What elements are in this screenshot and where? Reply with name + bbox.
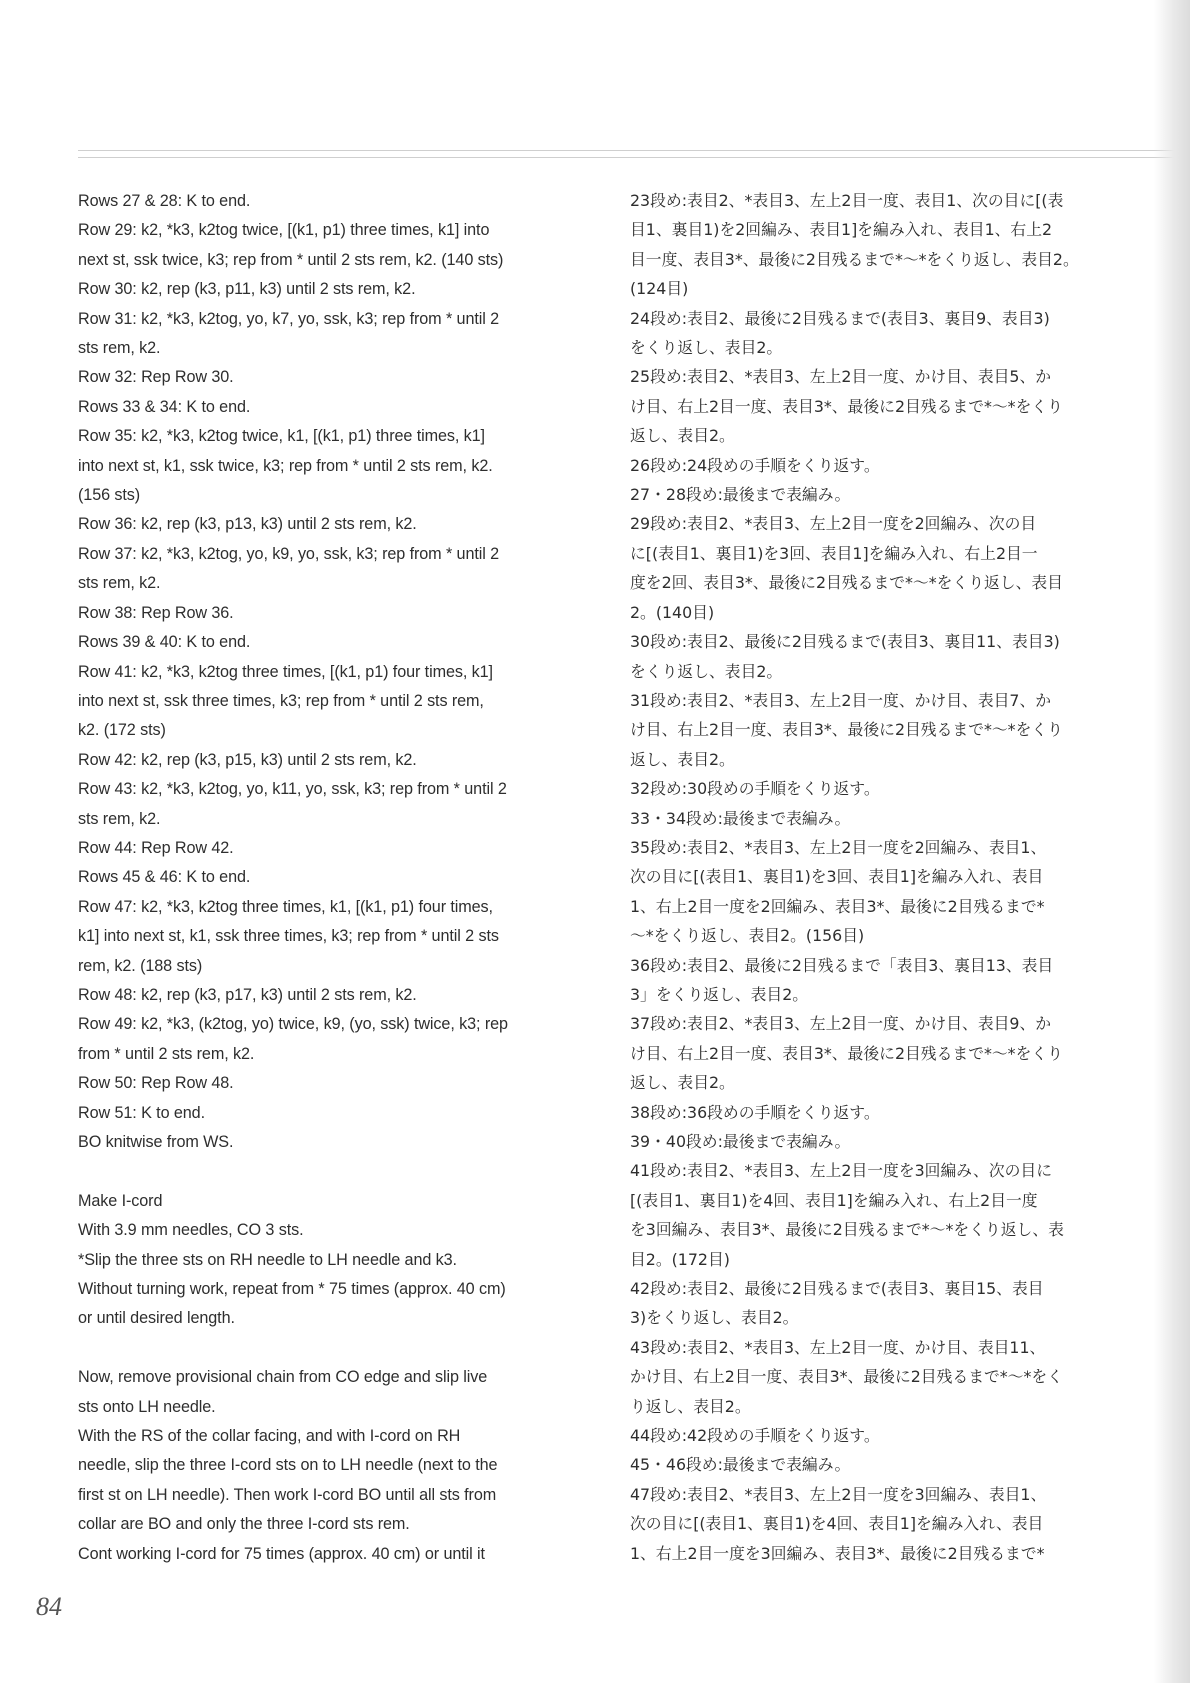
english-text-line: Row 41: k2, *k3, k2tog three times, [(k1, p1) four times, k1]	[78, 662, 493, 681]
japanese-text-line: 41段め:表目2、*表目3、左上2目一度を3回編み、次の目に	[630, 1161, 1053, 1181]
japanese-text-line: 31段め:表目2、*表目3、左上2目一度、かけ目、表目7、か	[630, 690, 1052, 710]
japanese-text-line: 36段め:表目2、最後に2目残るまで「表目3、裏目13、表目	[630, 955, 1054, 975]
page-spine-shadow	[1154, 0, 1190, 1683]
english-text-line: Rows 27 & 28: K to end.	[78, 192, 251, 210]
english-text-line: Without turning work, repeat from * 75 times (approx. 40 cm)	[78, 1280, 506, 1299]
japanese-text-line: 30段め:表目2、最後に2目残るまで(表目3、裏目11、表目3)	[630, 632, 1060, 652]
japanese-text-line: 43段め:表目2、*表目3、左上2目一度、かけ目、表目11、	[630, 1337, 1046, 1357]
japanese-text-line: 24段め:表目2、最後に2目残るまで(表目3、裏目9、表目3)	[630, 308, 1050, 328]
japanese-text-line: 返し、表目2。	[630, 426, 735, 446]
header-rule	[78, 150, 1190, 158]
english-text-line: sts rem, k2.	[78, 339, 161, 358]
english-text-line: With the RS of the collar facing, and with I-cord on RH	[78, 1427, 461, 1446]
english-text-line: k1] into next st, k1, ssk three times, k3; rep from * until 2 sts	[78, 927, 499, 946]
japanese-text-line: 38段め:36段めの手順をくり返す。	[630, 1102, 880, 1122]
english-text-line: Row 47: k2, *k3, k2tog three times, k1, [(k1, p1) four times,	[78, 897, 493, 916]
japanese-text-line: 32段め:30段めの手順をくり返す。	[630, 779, 880, 799]
english-text-line: needle, slip the three I-cord sts on to LH needle (next to the	[78, 1456, 498, 1475]
english-text-line: Rows 45 & 46: K to end.	[78, 868, 251, 887]
japanese-text-line: 〜*をくり返し、表目2。(156目)	[630, 926, 865, 946]
english-text-line: Row 49: k2, *k3, (k2tog, yo) twice, k9, (yo, ssk) twice, k3; rep	[78, 1015, 508, 1034]
japanese-text-line: を3回編み、表目3*、最後に2目残るまで*〜*をくり返し、表	[630, 1220, 1064, 1240]
japanese-text-line: 25段め:表目2、*表目3、左上2目一度、かけ目、表目5、か	[630, 367, 1052, 387]
japanese-text-line: 1、右上2目一度を2回編み、表目3*、最後に2目残るまで*	[630, 896, 1045, 916]
japanese-text-line: をくり返し、表目2。	[630, 661, 783, 681]
english-blank-line	[78, 1334, 578, 1363]
japanese-text-line: 次の目に[(表目1、裏目1)を3回、表目1]を編み入れ、表目	[630, 867, 1044, 887]
english-text-line: Row 37: k2, *k3, k2tog, yo, k9, yo, ssk, k3; rep from * until 2	[78, 544, 500, 563]
english-text-line: Row 48: k2, rep (k3, p17, k3) until 2 sts rem, k2.	[78, 985, 417, 1004]
japanese-text-line: け目、右上2目一度、表目3*、最後に2目残るまで*〜*をくり	[630, 720, 1063, 740]
english-text-line: Row 31: k2, *k3, k2tog, yo, k7, yo, ssk, k3; rep from * until 2	[78, 309, 500, 328]
english-text-line: Now, remove provisional chain from CO edge and slip live	[78, 1368, 488, 1387]
english-text-line: Row 51: K to end.	[78, 1103, 205, 1122]
japanese-text-line: 目2。(172目)	[630, 1249, 730, 1269]
japanese-text-line: 目1、裏目1)を2回編み、表目1]を編み入れ、表目1、右上2	[630, 220, 1053, 240]
japanese-text-line: 37段め:表目2、*表目3、左上2目一度、かけ目、表目9、か	[630, 1014, 1052, 1034]
english-text-line: Row 36: k2, rep (k3, p13, k3) until 2 sts rem, k2.	[78, 515, 417, 534]
japanese-text-line: 35段め:表目2、*表目3、左上2目一度を2回編み、表目1、	[630, 837, 1047, 857]
japanese-text-line: [(表目1、裏目1)を4回、表目1]を編み入れ、右上2目一度	[630, 1190, 1038, 1210]
english-text-line: sts rem, k2.	[78, 809, 161, 828]
english-text-line: Row 42: k2, rep (k3, p15, k3) until 2 sts rem, k2.	[78, 750, 417, 769]
japanese-text-line: かけ目、右上2目一度、表目3*、最後に2目残るまで*〜*をく	[630, 1367, 1063, 1387]
japanese-text-line: 44段め:42段めの手順をくり返す。	[630, 1426, 880, 1446]
japanese-text-line: に[(表目1、裏目1)を3回、表目1]を編み入れ、右上2目一	[630, 543, 1038, 563]
english-text-line: Rows 39 & 40: K to end.	[78, 633, 251, 652]
english-text-line: Rows 33 & 34: K to end.	[78, 397, 251, 416]
english-text-line: Row 44: Rep Row 42.	[78, 838, 234, 857]
english-text-line: from * until 2 sts rem, k2.	[78, 1044, 255, 1063]
english-text-line: Row 35: k2, *k3, k2tog twice, k1, [(k1, p1) three times, k1]	[78, 427, 485, 446]
japanese-text-line: 23段め:表目2、*表目3、左上2目一度、表目1、次の目に[(表	[630, 191, 1064, 210]
japanese-text-line: 度を2回、表目3*、最後に2目残るまで*〜*をくり返し、表目	[630, 573, 1063, 593]
english-text-line: Cont working I-cord for 75 times (approx. 40 cm) or until it	[78, 1544, 485, 1563]
english-text-line: k2. (172 sts)	[78, 721, 166, 740]
japanese-text-line: 45・46段め:最後まで表編み。	[630, 1455, 851, 1475]
english-text-line: into next st, k1, ssk twice, k3; rep from * until 2 sts rem, k2.	[78, 456, 493, 475]
japanese-text-line: 33・34段め:最後まで表編み。	[630, 808, 851, 828]
japanese-text-line: をくり返し、表目2。	[630, 338, 783, 358]
english-text-line: rem, k2. (188 sts)	[78, 956, 203, 975]
english-text-line: collar are BO and only the three I-cord sts rem.	[78, 1515, 410, 1534]
japanese-text-line: 47段め:表目2、*表目3、左上2目一度を3回編み、表目1、	[630, 1484, 1047, 1504]
japanese-text-line: 返し、表目2。	[630, 749, 735, 769]
english-text-line: Row 32: Rep Row 30.	[78, 368, 234, 387]
japanese-text-line: 次の目に[(表目1、裏目1)を4回、表目1]を編み入れ、表目	[630, 1514, 1044, 1534]
japanese-text-line: 39・40段め:最後まで表編み。	[630, 1132, 851, 1151]
english-blank-line	[78, 1157, 578, 1186]
japanese-text-line: 1、右上2目一度を3回編み、表目3*、最後に2目残るまで*	[630, 1543, 1045, 1563]
japanese-text-line: 27・28段め:最後まで表編み。	[630, 485, 851, 505]
english-text-line: Make I-cord	[78, 1191, 163, 1210]
english-text-line: sts rem, k2.	[78, 574, 161, 593]
english-text-line: Row 29: k2, *k3, k2tog twice, [(k1, p1) three times, k1] into	[78, 221, 490, 240]
english-text-line: *Slip the three sts on RH needle to LH needle and k3.	[78, 1250, 457, 1269]
japanese-text-line: 3」をくり返し、表目2。	[630, 984, 809, 1004]
japanese-instructions-column	[630, 186, 1126, 1568]
japanese-text-line: け目、右上2目一度、表目3*、最後に2目残るまで*〜*をくり	[630, 1043, 1063, 1063]
english-text-line: sts onto LH needle.	[78, 1397, 216, 1416]
english-text-line: first st on LH needle). Then work I-cord BO until all sts from	[78, 1485, 497, 1504]
japanese-text-line: 3)をくり返し、表目2。	[630, 1308, 799, 1328]
english-text-line: or until desired length.	[78, 1309, 235, 1328]
english-instructions-column	[78, 187, 578, 1569]
japanese-text-line: 29段め:表目2、*表目3、左上2目一度を2回編み、次の目	[630, 514, 1037, 534]
english-text-line: With 3.9 mm needles, CO 3 sts.	[78, 1221, 304, 1240]
english-text-line: Row 50: Rep Row 48.	[78, 1074, 234, 1093]
japanese-text-line: (124目)	[630, 279, 689, 299]
japanese-text-line: 26段め:24段めの手順をくり返す。	[630, 455, 880, 475]
english-text-line: Row 30: k2, rep (k3, p11, k3) until 2 sts rem, k2.	[78, 280, 416, 299]
japanese-text-line: け目、右上2目一度、表目3*、最後に2目残るまで*〜*をくり	[630, 396, 1063, 416]
japanese-text-line: 返し、表目2。	[630, 1073, 735, 1093]
english-text-line: Row 38: Rep Row 36.	[78, 603, 234, 622]
english-text-line: BO knitwise from WS.	[78, 1133, 234, 1151]
japanese-text-line: 目一度、表目3*、最後に2目残るまで*〜*をくり返し、表目2。	[630, 249, 1079, 269]
japanese-text-line: り返し、表目2。	[630, 1396, 751, 1416]
english-text-line: into next st, ssk three times, k3; rep from * until 2 sts rem,	[78, 691, 484, 710]
english-text-line: next st, ssk twice, k3; rep from * until 2 sts rem, k2. (140 sts)	[78, 250, 504, 269]
japanese-text-line: 42段め:表目2、最後に2目残るまで(表目3、裏目15、表目	[630, 1279, 1044, 1299]
page-number: 84	[36, 1592, 62, 1621]
english-text-line: (156 sts)	[78, 486, 141, 505]
english-text-line: Row 43: k2, *k3, k2tog, yo, k11, yo, ssk, k3; rep from * until 2	[78, 780, 507, 799]
japanese-text-line: 2。(140目)	[630, 602, 715, 622]
